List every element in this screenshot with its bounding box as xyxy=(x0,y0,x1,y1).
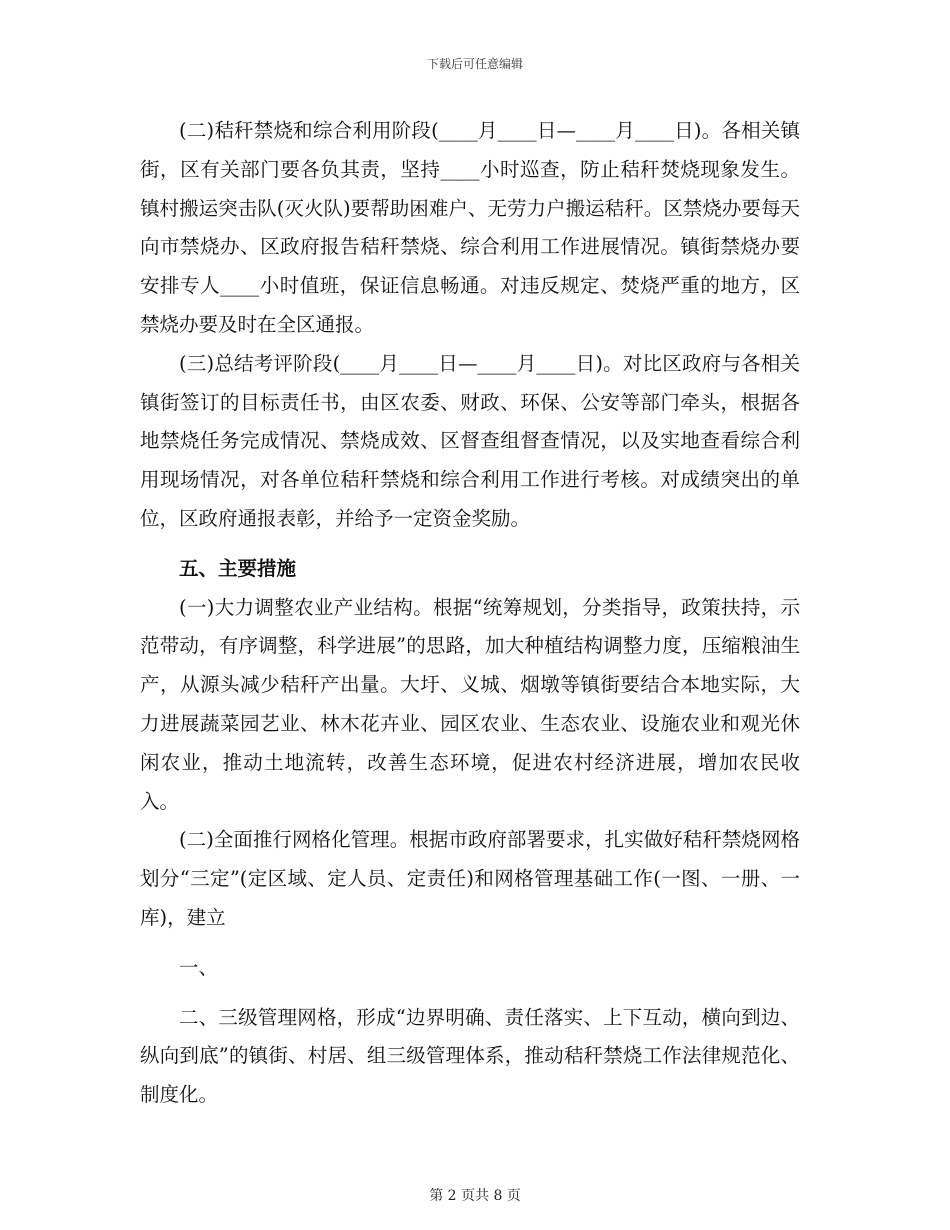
paragraph-item-one: 一、 xyxy=(179,955,219,979)
section-heading-measures: 五、主要措施 xyxy=(179,556,297,580)
paragraph-grid-management: (二)全面推行网格化管理。根据市政府部署要求，扎实做好秸秆禁烧网格划分“三定”(定区域、定人员、定责任)和网格管理基础工作(一图、一册、一库)，建立 xyxy=(140,828,800,929)
paragraph-three-level-grid: 二、三级管理网格，形成“边界明确、责任落实、上下互动，横向到边、纵向到底”的镇街、村居、组三级管理体系，推动秸秆禁烧工作法律规范化、制度化。 xyxy=(140,1005,800,1107)
paragraph-straw-ban-stage: (二)秸秆禁烧和综合利用阶段(____月____日—____月____日)。各相关镇街，区有关部门要各负其责，坚持____小时巡查，防止秸秆焚烧现象发生。镇村搬运突击队(灭火队)要帮助困难户、无劳力户搬运秸秆。区禁烧办要每天向市禁烧办、区政府报告秸秆禁烧、综合利用工作进展情况。镇街禁烧办要安排专人____小时值班，保证信息畅通。对违反规定、焚烧严重的地方，区禁烧办要及时在全区通报。 xyxy=(140,119,800,336)
page-number: 第 2 页共 8 页 xyxy=(429,1188,521,1204)
paragraph-evaluation-stage: (三)总结考评阶段(____月____日—____月____日)。对比区政府与各相关镇街签订的目标责任书，由区农委、财政、环保、公安等部门牵头，根据各地禁烧任务完成情况、禁烧成效、区督查组督查情况，以及实地查看综合利用现场情况，对各单位秸秆禁烧和综合利用工作进行考核。对成绩突出的单位，区政府通报表彰，并给予一定资金奖励。 xyxy=(140,351,800,530)
paragraph-adjust-structure: (一)大力调整农业产业结构。根据“统筹规划，分类指导，政策扶持，示范带动，有序调整，科学进展”的思路，加大种植结构调整力度，压缩粮油生产，从源头减少秸秆产出量。大圩、义城、烟墩等镇街要结合本地实际，大力进展蔬菜园艺业、林木花卉业、园区农业、生态农业、设施农业和观光休闲农业，推动土地流转，改善生态环境，促进农村经济进展，增加农民收入。 xyxy=(140,595,800,813)
document-body xyxy=(140,112,800,1115)
page-header: 下载后可任意编辑 xyxy=(426,57,523,71)
